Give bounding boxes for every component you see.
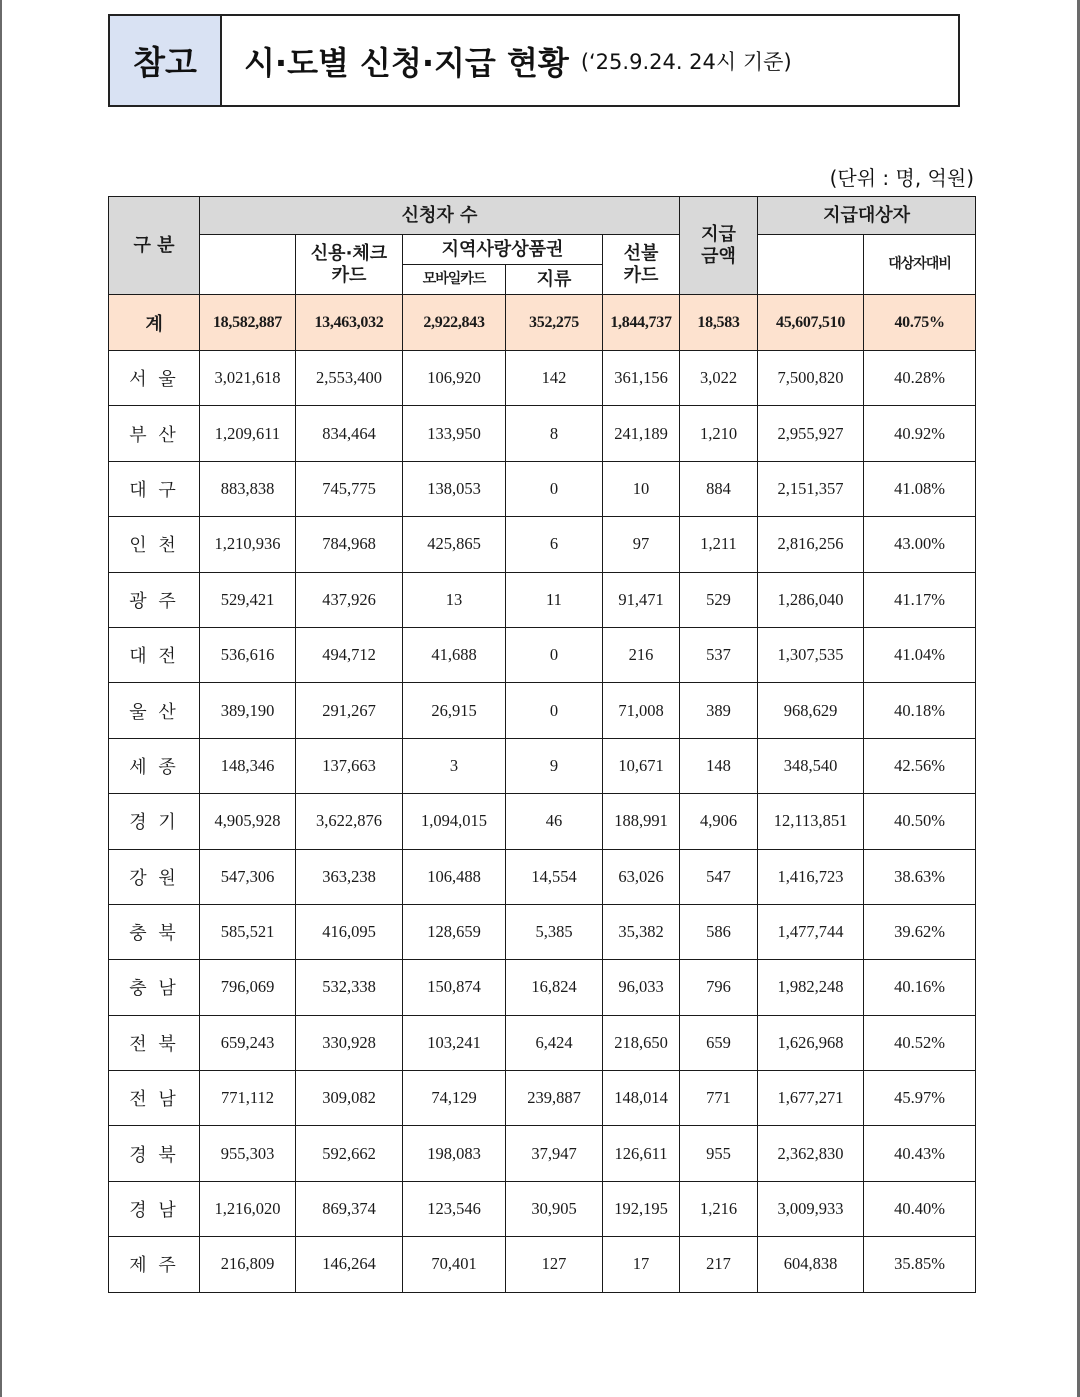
cell-applicants: 659,243 (200, 1015, 296, 1070)
cell-eligible: 968,629 (758, 683, 864, 738)
cell-eligible: 12,113,851 (758, 794, 864, 849)
cell-prepaid: 241,189 (603, 406, 680, 461)
cell-paid-amount: 217 (680, 1237, 758, 1292)
cell-applicants: 3,021,618 (200, 351, 296, 406)
header-credit-check: 신용·체크 카드 (296, 235, 403, 295)
cell-paper: 11 (506, 572, 603, 627)
table-row (109, 849, 976, 904)
cell-eligible: 1,626,968 (758, 1015, 864, 1070)
cell-paid-amount: 771 (680, 1071, 758, 1126)
cell-mobile-card: 123,546 (403, 1181, 506, 1236)
cell-paper: 142 (506, 351, 603, 406)
cell-eligible: 1,416,723 (758, 849, 864, 904)
cell-region-name: 전 북 (109, 1015, 200, 1070)
cell-paid-amount: 1,210 (680, 406, 758, 461)
cell-eligible: 1,982,248 (758, 960, 864, 1015)
cell-eligible: 1,677,271 (758, 1071, 864, 1126)
table-row (109, 683, 976, 738)
cell-ratio: 35.85% (864, 1237, 976, 1292)
cell-paper: 30,905 (506, 1181, 603, 1236)
cell-prepaid: 63,026 (603, 849, 680, 904)
cell-mobile-card: 3 (403, 738, 506, 793)
cell-ratio: 40.16% (864, 960, 976, 1015)
table-row (109, 738, 976, 793)
cell-prepaid: 10,671 (603, 738, 680, 793)
cell-eligible: 1,286,040 (758, 572, 864, 627)
header-paid-amount: 지급 금액 (680, 197, 758, 295)
cell-paper: 127 (506, 1237, 603, 1292)
cell-ratio: 41.17% (864, 572, 976, 627)
table-row (109, 351, 976, 406)
cell-ratio: 40.50% (864, 794, 976, 849)
cell-eligible: 1,307,535 (758, 627, 864, 682)
cell-ratio: 38.63% (864, 849, 976, 904)
total-credit-check: 13,463,032 (296, 295, 403, 351)
cell-region-name: 대 전 (109, 627, 200, 682)
cell-paper: 0 (506, 627, 603, 682)
cell-paper: 16,824 (506, 960, 603, 1015)
unit-label: (단위 : 명, 억원) (829, 166, 974, 190)
header-applicants: 신청자 수 (200, 197, 680, 235)
cell-ratio: 40.18% (864, 683, 976, 738)
cell-paid-amount: 537 (680, 627, 758, 682)
cell-prepaid: 10 (603, 461, 680, 516)
cell-applicants: 883,838 (200, 461, 296, 516)
cell-credit-check: 869,374 (296, 1181, 403, 1236)
header-prepaid: 선불 카드 (603, 235, 680, 295)
cell-region-name: 광 주 (109, 572, 200, 627)
header-local-voucher: 지역사랑상품권 (403, 235, 603, 265)
cell-applicants: 148,346 (200, 738, 296, 793)
cell-prepaid: 97 (603, 517, 680, 572)
cell-paper: 239,887 (506, 1071, 603, 1126)
cell-mobile-card: 13 (403, 572, 506, 627)
cell-ratio: 40.52% (864, 1015, 976, 1070)
cell-credit-check: 363,238 (296, 849, 403, 904)
cell-ratio: 41.08% (864, 461, 976, 516)
header-ratio: 대상자대비 (864, 235, 976, 295)
table-row (109, 904, 976, 959)
cell-credit-check: 592,662 (296, 1126, 403, 1181)
cell-paid-amount: 529 (680, 572, 758, 627)
cell-credit-check: 532,338 (296, 960, 403, 1015)
cell-paper: 8 (506, 406, 603, 461)
cell-mobile-card: 425,865 (403, 517, 506, 572)
cell-credit-check: 494,712 (296, 627, 403, 682)
cell-eligible: 348,540 (758, 738, 864, 793)
title-text: 시·도별 신청·지급 현황 (244, 43, 569, 82)
cell-paper: 14,554 (506, 849, 603, 904)
cell-region-name: 경 남 (109, 1181, 200, 1236)
cell-paid-amount: 796 (680, 960, 758, 1015)
cell-applicants: 771,112 (200, 1071, 296, 1126)
cell-credit-check: 291,267 (296, 683, 403, 738)
cell-mobile-card: 198,083 (403, 1126, 506, 1181)
cell-eligible: 2,362,830 (758, 1126, 864, 1181)
total-paper: 352,275 (506, 295, 603, 351)
cell-applicants: 796,069 (200, 960, 296, 1015)
cell-paper: 37,947 (506, 1126, 603, 1181)
cell-region-name: 세 종 (109, 738, 200, 793)
table-row (109, 1071, 976, 1126)
table-row (109, 1015, 976, 1070)
cell-paid-amount: 955 (680, 1126, 758, 1181)
cell-mobile-card: 41,688 (403, 627, 506, 682)
cell-eligible: 3,009,933 (758, 1181, 864, 1236)
header-applicants-total (200, 235, 296, 295)
cell-paper: 0 (506, 683, 603, 738)
cell-credit-check: 146,264 (296, 1237, 403, 1292)
table-row (109, 1126, 976, 1181)
cell-region-name: 제 주 (109, 1237, 200, 1292)
cell-mobile-card: 70,401 (403, 1237, 506, 1292)
cell-ratio: 45.97% (864, 1071, 976, 1126)
cell-credit-check: 2,553,400 (296, 351, 403, 406)
cell-prepaid: 361,156 (603, 351, 680, 406)
cell-prepaid: 192,195 (603, 1181, 680, 1236)
page-title (222, 16, 792, 105)
cell-eligible: 604,838 (758, 1237, 864, 1292)
table-row (109, 627, 976, 682)
cell-paid-amount: 3,022 (680, 351, 758, 406)
cell-eligible: 2,151,357 (758, 461, 864, 516)
cell-mobile-card: 103,241 (403, 1015, 506, 1070)
cell-credit-check: 745,775 (296, 461, 403, 516)
cell-credit-check: 784,968 (296, 517, 403, 572)
cell-eligible: 1,477,744 (758, 904, 864, 959)
header-eligible: 지급대상자 (758, 197, 976, 235)
total-prepaid: 1,844,737 (603, 295, 680, 351)
cell-applicants: 1,210,936 (200, 517, 296, 572)
cell-mobile-card: 74,129 (403, 1071, 506, 1126)
cell-credit-check: 309,082 (296, 1071, 403, 1126)
header-category: 구 분 (109, 197, 200, 295)
cell-mobile-card: 1,094,015 (403, 794, 506, 849)
cell-mobile-card: 150,874 (403, 960, 506, 1015)
cell-applicants: 4,905,928 (200, 794, 296, 849)
title-tag: 참고 (110, 16, 222, 105)
total-applicants: 18,582,887 (200, 295, 296, 351)
table-row (109, 794, 976, 849)
cell-credit-check: 3,622,876 (296, 794, 403, 849)
cell-region-name: 충 북 (109, 904, 200, 959)
cell-paper: 6 (506, 517, 603, 572)
cell-ratio: 40.28% (864, 351, 976, 406)
cell-paid-amount: 659 (680, 1015, 758, 1070)
cell-prepaid: 17 (603, 1237, 680, 1292)
cell-paid-amount: 1,211 (680, 517, 758, 572)
cell-ratio: 40.92% (864, 406, 976, 461)
cell-applicants: 955,303 (200, 1126, 296, 1181)
cell-mobile-card: 128,659 (403, 904, 506, 959)
cell-paid-amount: 4,906 (680, 794, 758, 849)
cell-prepaid: 35,382 (603, 904, 680, 959)
cell-credit-check: 416,095 (296, 904, 403, 959)
status-table (108, 196, 976, 1293)
cell-paid-amount: 148 (680, 738, 758, 793)
header-paper: 지류 (506, 265, 603, 295)
cell-paper: 5,385 (506, 904, 603, 959)
table-row (109, 517, 976, 572)
cell-paper: 6,424 (506, 1015, 603, 1070)
cell-credit-check: 330,928 (296, 1015, 403, 1070)
header-mobile-card: 모바일카드 (403, 265, 506, 295)
total-paid-amount: 18,583 (680, 295, 758, 351)
cell-ratio: 40.40% (864, 1181, 976, 1236)
cell-applicants: 529,421 (200, 572, 296, 627)
cell-prepaid: 96,033 (603, 960, 680, 1015)
table-row (109, 1237, 976, 1292)
cell-region-name: 부 산 (109, 406, 200, 461)
cell-applicants: 536,616 (200, 627, 296, 682)
total-label: 계 (109, 295, 200, 351)
cell-applicants: 1,209,611 (200, 406, 296, 461)
cell-paper: 0 (506, 461, 603, 516)
cell-applicants: 1,216,020 (200, 1181, 296, 1236)
title-box (108, 14, 960, 107)
cell-applicants: 585,521 (200, 904, 296, 959)
cell-paid-amount: 586 (680, 904, 758, 959)
page-edge-left (0, 0, 2, 1397)
cell-region-name: 인 천 (109, 517, 200, 572)
cell-region-name: 서 울 (109, 351, 200, 406)
cell-prepaid: 126,611 (603, 1126, 680, 1181)
cell-prepaid: 216 (603, 627, 680, 682)
total-row (109, 295, 976, 351)
cell-credit-check: 137,663 (296, 738, 403, 793)
cell-prepaid: 188,991 (603, 794, 680, 849)
cell-ratio: 39.62% (864, 904, 976, 959)
total-eligible: 45,607,510 (758, 295, 864, 351)
cell-applicants: 547,306 (200, 849, 296, 904)
cell-paid-amount: 547 (680, 849, 758, 904)
cell-credit-check: 437,926 (296, 572, 403, 627)
cell-mobile-card: 26,915 (403, 683, 506, 738)
table-row (109, 1181, 976, 1236)
cell-region-name: 대 구 (109, 461, 200, 516)
cell-region-name: 경 북 (109, 1126, 200, 1181)
cell-region-name: 전 남 (109, 1071, 200, 1126)
title-basis: (‘25.9.24. 24시 기준) (580, 49, 792, 74)
cell-eligible: 7,500,820 (758, 351, 864, 406)
cell-ratio: 40.43% (864, 1126, 976, 1181)
table-row (109, 461, 976, 516)
table-row (109, 960, 976, 1015)
cell-prepaid: 71,008 (603, 683, 680, 738)
cell-mobile-card: 106,488 (403, 849, 506, 904)
table-row (109, 572, 976, 627)
cell-region-name: 경 기 (109, 794, 200, 849)
total-mobile-card: 2,922,843 (403, 295, 506, 351)
cell-region-name: 충 남 (109, 960, 200, 1015)
total-ratio: 40.75% (864, 295, 976, 351)
cell-prepaid: 148,014 (603, 1071, 680, 1126)
cell-paid-amount: 884 (680, 461, 758, 516)
cell-region-name: 울 산 (109, 683, 200, 738)
cell-mobile-card: 133,950 (403, 406, 506, 461)
cell-applicants: 216,809 (200, 1237, 296, 1292)
cell-mobile-card: 138,053 (403, 461, 506, 516)
table-row (109, 406, 976, 461)
cell-ratio: 41.04% (864, 627, 976, 682)
cell-credit-check: 834,464 (296, 406, 403, 461)
cell-eligible: 2,955,927 (758, 406, 864, 461)
cell-applicants: 389,190 (200, 683, 296, 738)
header-eligible-total (758, 235, 864, 295)
cell-paper: 46 (506, 794, 603, 849)
cell-ratio: 42.56% (864, 738, 976, 793)
cell-ratio: 43.00% (864, 517, 976, 572)
cell-mobile-card: 106,920 (403, 351, 506, 406)
cell-prepaid: 91,471 (603, 572, 680, 627)
cell-region-name: 강 원 (109, 849, 200, 904)
cell-paper: 9 (506, 738, 603, 793)
cell-eligible: 2,816,256 (758, 517, 864, 572)
cell-prepaid: 218,650 (603, 1015, 680, 1070)
cell-paid-amount: 1,216 (680, 1181, 758, 1236)
cell-paid-amount: 389 (680, 683, 758, 738)
